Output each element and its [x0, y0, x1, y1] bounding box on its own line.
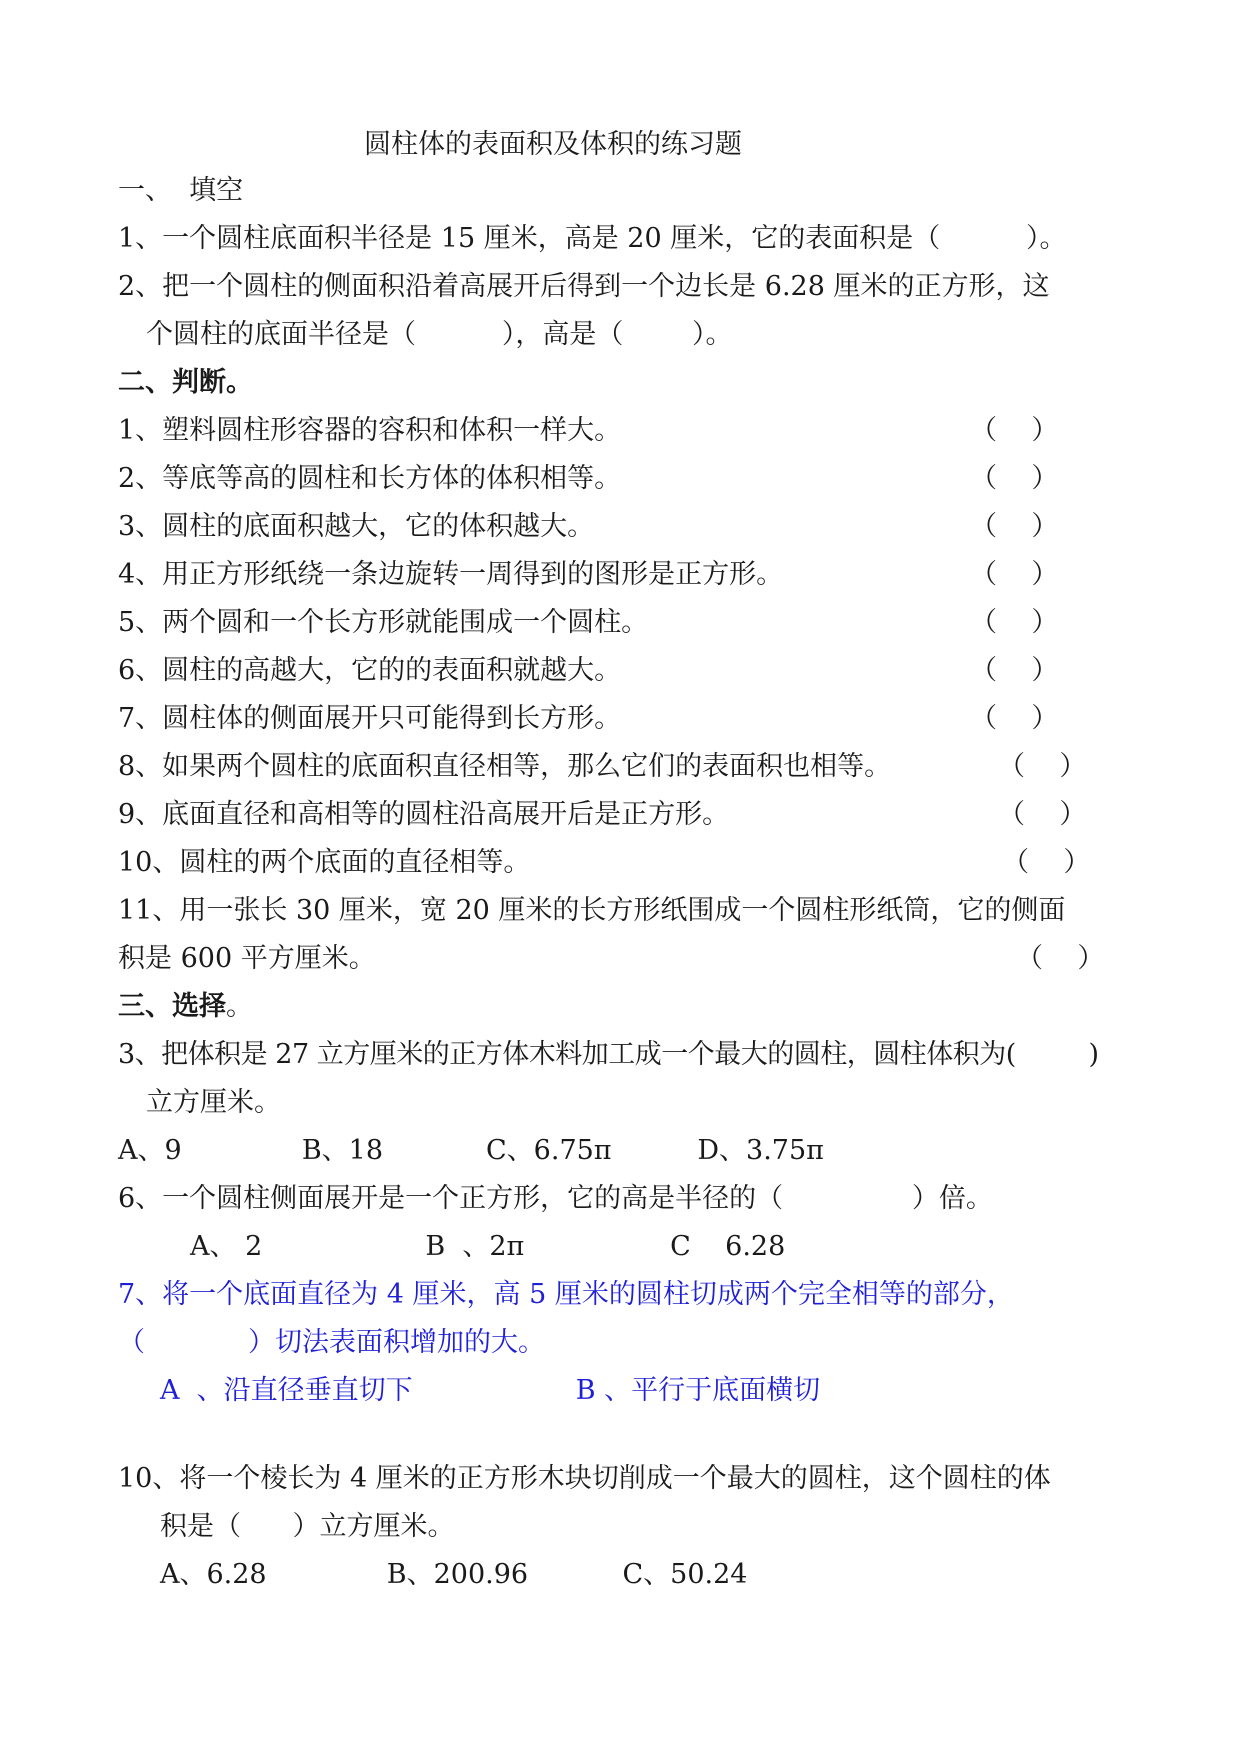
choice-question-7-line-1: 7、将一个底面直径为 4 厘米，高 5 厘米的圆柱切成两个完全相等的部分， [118, 1279, 1014, 1310]
choice-question-3-line-2: 立方厘米。 [146, 1087, 281, 1118]
judge-answer-paren-5: （ ） [970, 607, 1059, 638]
choice-question-10-line-2: 积是（ ）立方厘米。 [160, 1511, 455, 1542]
section-2-heading: 二、判断。 [118, 367, 253, 398]
judge-item-3: 3、圆柱的底面积越大，它的体积越大。 [118, 511, 595, 542]
choice-question-6-options: A、 2 B 、2π C 6.28 [190, 1231, 786, 1262]
judge-item-9: 9、底面直径和高相等的圆柱沿高展开后是正方形。 [118, 799, 730, 830]
judge-item-5: 5、两个圆和一个长方形就能围成一个圆柱。 [118, 607, 649, 638]
judge-item-6: 6、圆柱的高越大，它的的表面积就越大。 [118, 655, 622, 686]
choice-question-3-options: A、9 B、18 C、6.75π D、3.75π [118, 1135, 824, 1166]
judge-answer-paren-9: （ ） [998, 799, 1087, 830]
judge-item-2: 2、等底等高的圆柱和长方体的体积相等。 [118, 463, 622, 494]
section-3-heading-tail: 。 [226, 991, 253, 1022]
judge-answer-paren-7: （ ） [970, 703, 1059, 734]
section-1-heading: 一、 填空 [118, 175, 244, 206]
section-3-heading: 三、选择 [118, 991, 226, 1022]
judge-answer-paren-2: （ ） [970, 463, 1059, 494]
fill-question-2-line-2: 个圆柱的底面半径是（ ），高是（ ）。 [146, 319, 733, 350]
choice-question-6-line-1: 6、一个圆柱侧面展开是一个正方形，它的高是半径的（ ）倍。 [118, 1183, 993, 1214]
judge-answer-paren-4: （ ） [970, 559, 1059, 590]
page-title: 圆柱体的表面积及体积的练习题 [364, 129, 742, 160]
section-3-heading-row [118, 990, 253, 1024]
fill-question-2-line-1: 2、把一个圆柱的侧面积沿着高展开后得到一个边长是 6.28 厘米的正方形，这 [118, 271, 1050, 302]
choice-question-3-line-1: 3、把体积是 27 立方厘米的正方体木料加工成一个最大的圆柱，圆柱体积为( ) [118, 1039, 1099, 1070]
judge-item-7: 7、圆柱体的侧面展开只可能得到长方形。 [118, 703, 622, 734]
judge-answer-paren-8: （ ） [998, 751, 1087, 782]
judge-item-10: 10、圆柱的两个底面的直径相等。 [118, 847, 531, 878]
judge-item-11-line-2: 积是 600 平方厘米。 [118, 943, 376, 974]
choice-question-7-line-2: （ ）切法表面积增加的大。 [118, 1327, 545, 1358]
choice-question-10-options: A、6.28 B、200.96 C、50.24 [160, 1559, 748, 1590]
judge-item-11-line-1: 11、用一张长 30 厘米，宽 20 厘米的长方形纸围成一个圆柱形纸筒，它的侧面 [118, 895, 1066, 926]
judge-answer-paren-3: （ ） [970, 511, 1059, 542]
fill-question-1: 1、一个圆柱底面积半径是 15 厘米，高是 20 厘米，它的表面积是（ ）。 [118, 223, 1067, 254]
choice-question-7-options: A 、沿直径垂直切下 B 、平行于底面横切 [160, 1375, 821, 1406]
judge-answer-paren-11: （ ） [1016, 943, 1105, 974]
judge-item-4: 4、用正方形纸绕一条边旋转一周得到的图形是正方形。 [118, 559, 784, 590]
judge-item-8: 8、如果两个圆柱的底面积直径相等，那么它们的表面积也相等。 [118, 751, 892, 782]
judge-answer-paren-6: （ ） [970, 655, 1059, 686]
judge-item-1: 1、塑料圆柱形容器的容积和体积一样大。 [118, 415, 622, 446]
judge-answer-paren-10: （ ） [1002, 847, 1091, 878]
choice-question-10-line-1: 10、将一个棱长为 4 厘米的正方形木块切削成一个最大的圆柱，这个圆柱的体 [118, 1463, 1051, 1494]
judge-answer-paren-1: （ ） [970, 415, 1059, 446]
